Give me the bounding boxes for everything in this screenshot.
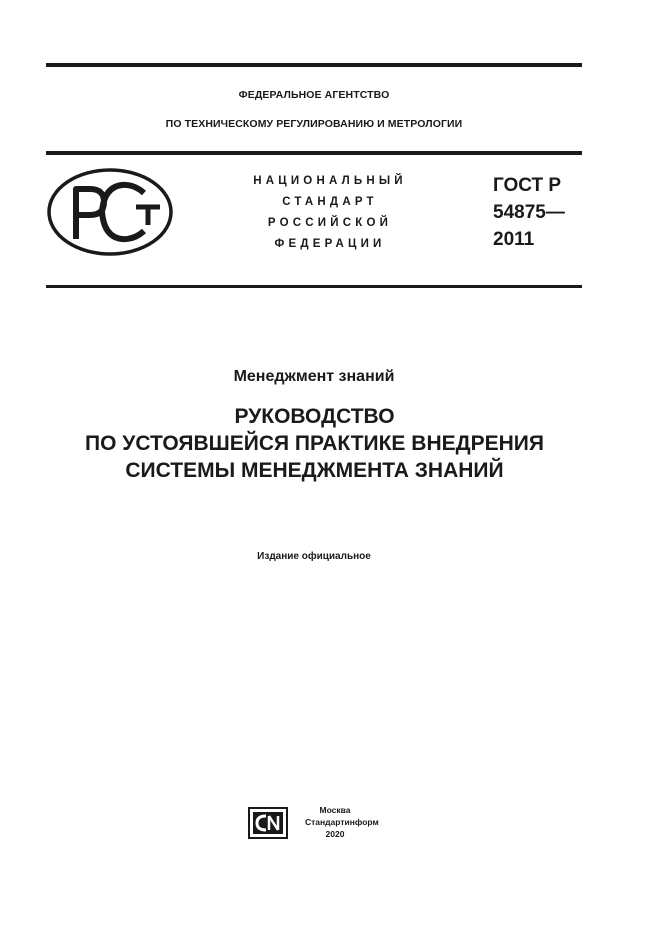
standard-type-line: НАЦИОНАЛЬНЫЙ xyxy=(253,175,407,187)
document-subject: Менеджмент знаний xyxy=(233,368,395,385)
standard-year: 2011 xyxy=(493,229,535,250)
edition-note: Издание официальное xyxy=(257,551,371,562)
main-title-line: РУКОВОДСТВО xyxy=(234,405,395,428)
top-rule xyxy=(46,63,582,67)
document-main-title xyxy=(20,403,609,484)
standard-type-line: ФЕДЕРАЦИИ xyxy=(274,238,386,250)
publisher-block xyxy=(305,804,379,840)
main-title-line: СИСТЕМЫ МЕНЕДЖМЕНТА ЗНАНИЙ xyxy=(125,459,504,482)
rst-conformity-mark-icon xyxy=(46,167,174,257)
standard-type-block xyxy=(232,171,428,255)
lower-rule xyxy=(46,285,582,288)
standard-designation-block xyxy=(493,172,565,253)
standard-number: 54875 xyxy=(493,202,546,223)
standard-type-line: СТАНДАРТ xyxy=(282,196,378,208)
publisher-city: Москва xyxy=(319,805,351,815)
standard-dash: — xyxy=(545,202,565,223)
standard-number-row xyxy=(493,199,565,226)
publisher-name: Стандартинформ xyxy=(305,817,379,827)
middle-rule xyxy=(46,151,582,155)
agency-name-line-2: ПО ТЕХНИЧЕСКОМУ РЕГУЛИРОВАНИЮ И МЕТРОЛОГИИ xyxy=(165,118,463,130)
standard-type-line: РОССИЙСКОЙ xyxy=(267,217,393,229)
standartinform-logo-icon xyxy=(248,807,288,839)
agency-name-line-1: ФЕДЕРАЛЬНОЕ АГЕНТСТВО xyxy=(238,89,390,101)
main-title-line: ПО УСТОЯВШЕЙСЯ ПРАКТИКЕ ВНЕДРЕНИЯ xyxy=(85,432,544,455)
publisher-year: 2020 xyxy=(325,829,345,839)
standard-designation: ГОСТ Р xyxy=(493,175,562,196)
